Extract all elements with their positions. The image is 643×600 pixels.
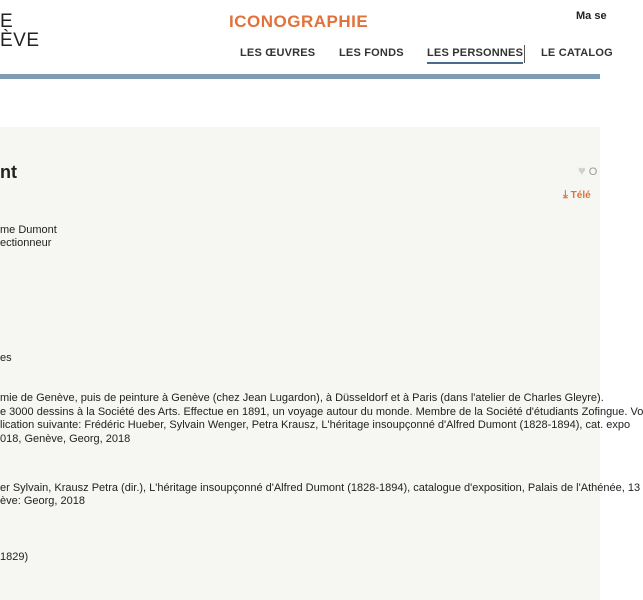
year-value: 1829): [0, 551, 29, 563]
nav-divider: [524, 45, 525, 63]
main-nav: [0, 47, 613, 67]
field-value: es: [0, 352, 12, 364]
person-name: me Dumont: [0, 224, 57, 236]
download-link[interactable]: [563, 189, 591, 202]
nav-item-catalogue[interactable]: LE CATALOG: [541, 47, 613, 59]
page-title: nt: [0, 162, 17, 182]
download-label: Télé: [570, 190, 591, 201]
person-role: ectionneur: [0, 237, 52, 249]
nav-item-personnes[interactable]: LES PERSONNES: [427, 47, 523, 64]
account-link[interactable]: Ma se: [576, 10, 607, 22]
nav-item-oeuvres[interactable]: LES ŒUVRES: [240, 47, 316, 59]
bio-line: lication suivante: Frédéric Hueber, Sylvain Wenger, Petra Krausz, L'héritage insoupçonné d'Alfred Dumont (1828-1894), cat. expo: [0, 419, 631, 431]
logo-line-2: ÈVE: [0, 30, 40, 51]
record-panel: [0, 127, 643, 600]
favorite-button[interactable]: [578, 163, 597, 178]
bio-line: e 3000 dessins à la Société des Arts. Effectue en 1891, un voyage autour du monde. Membre de la Société d'étudiants Zofingue. Vo: [0, 406, 643, 418]
nav-item-fonds[interactable]: LES FONDS: [339, 47, 404, 59]
bio-line: mie de Genève, puis de peinture à Genève (chez Jean Lugardon), à Düsseldorf et à Paris (dans l'atelier de Charles Gleyre).: [0, 392, 604, 404]
logo-line-1: E: [0, 11, 14, 32]
site-title[interactable]: ICONOGRAPHIE: [229, 12, 369, 31]
bibliography-line: ève: Georg, 2018: [0, 495, 86, 507]
bibliography-line: er Sylvain, Krausz Petra (dir.), L'héritage insoupçonné d'Alfred Dumont (1828-1894), catalogue d'exposition, Palais de l'Athénée, 13: [0, 482, 641, 494]
download-icon: ⤓: [563, 189, 568, 201]
bio-line: 018, Genève, Georg, 2018: [0, 433, 131, 445]
favorite-label: O: [588, 166, 598, 178]
site-logo[interactable]: [0, 12, 40, 50]
heart-icon: ♥: [578, 163, 586, 178]
site-header: [0, 0, 613, 74]
header-accent-bar: [0, 74, 600, 79]
